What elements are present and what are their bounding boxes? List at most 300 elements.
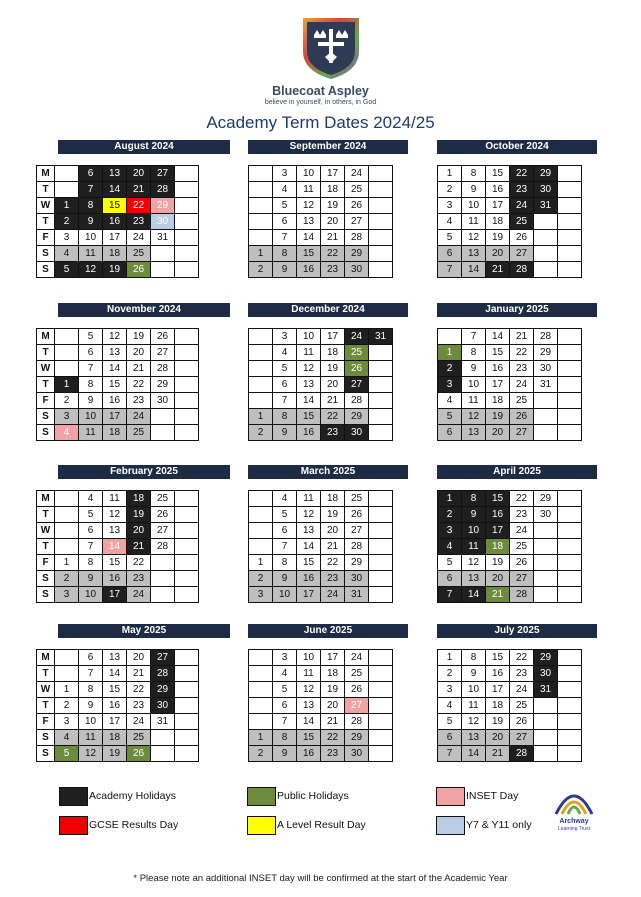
month-title: February 2025: [58, 465, 230, 479]
calendar-day: 22: [127, 682, 151, 698]
legend-y7: Y7 & Y11 only: [466, 819, 532, 831]
calendar-day: 8: [462, 491, 486, 507]
calendar-day: 17: [321, 329, 345, 345]
calendar-day: 25: [127, 425, 151, 441]
calendar-day: 18: [486, 214, 510, 230]
empty-cell: [369, 166, 393, 182]
calendar-day: 2: [438, 361, 462, 377]
calendar-day: 1: [249, 555, 273, 571]
day-label: S: [37, 587, 55, 603]
calendar-day: 3: [55, 587, 79, 603]
calendar-day: 2: [249, 425, 273, 441]
calendar-day: 18: [486, 698, 510, 714]
calendar-day: 23: [510, 182, 534, 198]
day-label: F: [37, 393, 55, 409]
calendar-day: 16: [103, 698, 127, 714]
calendar-day: 10: [462, 523, 486, 539]
legend-inset: INSET Day: [466, 790, 519, 802]
calendar-day: 12: [297, 507, 321, 523]
calendar-day: 27: [510, 571, 534, 587]
empty-cell: [369, 666, 393, 682]
calendar-day: 20: [321, 698, 345, 714]
calendar-day: 6: [273, 214, 297, 230]
calendar-day: 10: [462, 198, 486, 214]
empty-cell: [249, 523, 273, 539]
month-title: September 2024: [248, 140, 408, 154]
calendar-day: 17: [486, 198, 510, 214]
day-label: W: [37, 682, 55, 698]
empty-cell: [558, 555, 582, 571]
empty-cell: [175, 393, 199, 409]
calendar-day: 19: [486, 714, 510, 730]
empty-cell: [558, 425, 582, 441]
public-holiday-swatch: [247, 787, 276, 806]
empty-cell: [558, 650, 582, 666]
calendar-day: 24: [127, 587, 151, 603]
calendar-day: 7: [273, 714, 297, 730]
calendar-day: 16: [103, 571, 127, 587]
empty-cell: [175, 230, 199, 246]
calendar-day: 9: [79, 698, 103, 714]
calendar-day: 1: [438, 166, 462, 182]
calendar-day: 13: [103, 650, 127, 666]
calendar-day: 3: [55, 230, 79, 246]
empty-cell: [534, 730, 558, 746]
calendar-day: 23: [321, 571, 345, 587]
calendar-day: 30: [534, 182, 558, 198]
calendar-day: 19: [321, 682, 345, 698]
calendar-day: 8: [79, 682, 103, 698]
calendar-day: 22: [321, 246, 345, 262]
calendar-day: 6: [438, 571, 462, 587]
calendar-day: 18: [127, 491, 151, 507]
calendar-day: 26: [345, 682, 369, 698]
calendar-day: 23: [127, 698, 151, 714]
empty-cell: [175, 182, 199, 198]
calendar-day: 30: [534, 507, 558, 523]
calendar-day: 26: [510, 409, 534, 425]
inset-swatch: [436, 787, 465, 806]
calendar-day: 5: [438, 409, 462, 425]
day-label: S: [37, 571, 55, 587]
calendar-day: 10: [297, 650, 321, 666]
calendar-day: 4: [438, 539, 462, 555]
calendar-day: 17: [103, 409, 127, 425]
calendar-day: 7: [438, 746, 462, 762]
empty-cell: [249, 377, 273, 393]
calendar-day: 21: [510, 329, 534, 345]
month-grid: [36, 649, 199, 762]
calendar-day: 10: [79, 714, 103, 730]
calendar-day: 15: [297, 246, 321, 262]
empty-cell: [151, 262, 175, 278]
empty-cell: [249, 650, 273, 666]
calendar-day: 23: [127, 214, 151, 230]
empty-cell: [558, 682, 582, 698]
calendar-day: 25: [345, 666, 369, 682]
calendar-day: 11: [462, 214, 486, 230]
calendar-day: 31: [151, 230, 175, 246]
calendar-day: 29: [151, 198, 175, 214]
calendar-day: 21: [321, 230, 345, 246]
calendar-day: 29: [345, 246, 369, 262]
empty-cell: [369, 682, 393, 698]
day-label: T: [37, 507, 55, 523]
calendar-day: 10: [297, 166, 321, 182]
calendar-day: 5: [55, 262, 79, 278]
day-label: F: [37, 230, 55, 246]
empty-cell: [534, 698, 558, 714]
calendar-day: 5: [79, 329, 103, 345]
day-label: T: [37, 539, 55, 555]
empty-cell: [369, 198, 393, 214]
calendar-day: 20: [486, 425, 510, 441]
calendar-day: 13: [462, 571, 486, 587]
empty-cell: [55, 491, 79, 507]
calendar-day: 6: [79, 650, 103, 666]
calendar-day: 27: [510, 425, 534, 441]
month-title: March 2025: [248, 465, 408, 479]
month-grid: [437, 165, 582, 278]
calendar-day: 27: [151, 345, 175, 361]
calendar-day: 10: [297, 329, 321, 345]
day-label: S: [37, 746, 55, 762]
calendar-day: 28: [510, 262, 534, 278]
month-title: October 2024: [437, 140, 597, 154]
calendar-day: 11: [79, 730, 103, 746]
calendar-day: 18: [321, 345, 345, 361]
calendar-day: 13: [297, 523, 321, 539]
calendar-day: 14: [297, 230, 321, 246]
empty-cell: [175, 698, 199, 714]
month-grid: [248, 490, 393, 603]
calendar-day: 12: [297, 361, 321, 377]
calendar-day: 17: [103, 714, 127, 730]
empty-cell: [249, 666, 273, 682]
month-title: January 2025: [437, 303, 597, 317]
calendar-day: 20: [486, 246, 510, 262]
empty-cell: [175, 246, 199, 262]
calendar-day: 14: [103, 361, 127, 377]
holiday-swatch: [59, 787, 88, 806]
calendar-day: 29: [345, 730, 369, 746]
calendar-day: 11: [462, 539, 486, 555]
calendar-day: 4: [438, 698, 462, 714]
calendar-day: 14: [103, 539, 127, 555]
empty-cell: [369, 377, 393, 393]
calendar-day: 13: [297, 698, 321, 714]
empty-cell: [151, 587, 175, 603]
calendar-day: 25: [345, 491, 369, 507]
calendar-day: 1: [438, 650, 462, 666]
calendar-day: 16: [486, 666, 510, 682]
calendar-day: 8: [462, 166, 486, 182]
calendar-day: 18: [321, 491, 345, 507]
y7-y11-swatch: [436, 816, 465, 835]
empty-cell: [558, 714, 582, 730]
empty-cell: [369, 361, 393, 377]
empty-cell: [175, 555, 199, 571]
empty-cell: [55, 329, 79, 345]
empty-cell: [175, 166, 199, 182]
calendar-day: 28: [151, 539, 175, 555]
empty-cell: [369, 587, 393, 603]
empty-cell: [369, 555, 393, 571]
calendar-day: 4: [55, 246, 79, 262]
calendar-day: 23: [127, 393, 151, 409]
calendar-day: 5: [438, 555, 462, 571]
calendar-day: 31: [369, 329, 393, 345]
month-grid: [36, 165, 199, 278]
day-label: W: [37, 361, 55, 377]
calendar-day: 6: [438, 730, 462, 746]
empty-cell: [175, 682, 199, 698]
calendar-day: 21: [127, 361, 151, 377]
archway-trust-logo-icon: [552, 784, 596, 832]
calendar-day: 12: [462, 409, 486, 425]
calendar-day: 10: [273, 587, 297, 603]
calendar-day: 20: [127, 650, 151, 666]
calendar-day: 16: [486, 182, 510, 198]
calendar-day: 10: [79, 230, 103, 246]
calendar-day: 24: [127, 409, 151, 425]
page-title: Academy Term Dates 2024/25: [206, 113, 435, 132]
month-title: April 2025: [437, 465, 597, 479]
calendar-day: 9: [79, 571, 103, 587]
day-label: M: [37, 329, 55, 345]
calendar-day: 27: [345, 698, 369, 714]
calendar-day: 14: [297, 539, 321, 555]
calendar-day: 12: [462, 714, 486, 730]
calendar-day: 20: [127, 345, 151, 361]
empty-cell: [534, 262, 558, 278]
day-label: W: [37, 523, 55, 539]
calendar-day: 21: [127, 182, 151, 198]
calendar-day: 22: [321, 555, 345, 571]
empty-cell: [249, 230, 273, 246]
calendar-day: 9: [273, 425, 297, 441]
month-grid: [437, 328, 582, 441]
day-label: M: [37, 166, 55, 182]
empty-cell: [369, 507, 393, 523]
month-grid: [437, 649, 582, 762]
calendar-day: 11: [103, 491, 127, 507]
empty-cell: [175, 746, 199, 762]
calendar-day: 12: [462, 555, 486, 571]
calendar-day: 14: [462, 746, 486, 762]
calendar-day: 4: [55, 730, 79, 746]
legend: [0, 780, 641, 850]
empty-cell: [369, 746, 393, 762]
calendar-day: 28: [151, 182, 175, 198]
calendar-day: 22: [127, 555, 151, 571]
calendar-day: 10: [462, 682, 486, 698]
calendar-day: 14: [297, 393, 321, 409]
calendar-day: 1: [55, 682, 79, 698]
empty-cell: [55, 361, 79, 377]
calendar-day: 4: [79, 491, 103, 507]
calendar-day: 22: [510, 491, 534, 507]
calendar-day: 21: [321, 714, 345, 730]
empty-cell: [534, 587, 558, 603]
empty-cell: [55, 345, 79, 361]
calendar-day: 8: [79, 555, 103, 571]
calendar-day: 19: [103, 262, 127, 278]
calendar-day: 23: [510, 507, 534, 523]
calendar-day: 17: [321, 650, 345, 666]
empty-cell: [534, 425, 558, 441]
empty-cell: [175, 214, 199, 230]
empty-cell: [175, 409, 199, 425]
calendar-day: 30: [345, 425, 369, 441]
calendar-day: 14: [486, 329, 510, 345]
empty-cell: [534, 409, 558, 425]
month-title: December 2024: [248, 303, 408, 317]
calendar-day: 20: [486, 730, 510, 746]
calendar-day: 4: [273, 491, 297, 507]
empty-cell: [558, 730, 582, 746]
month-grid: [36, 490, 199, 603]
calendar-day: 18: [103, 425, 127, 441]
calendar-day: 22: [510, 166, 534, 182]
calendar-day: 15: [103, 377, 127, 393]
calendar-day: 6: [438, 425, 462, 441]
calendar-day: 30: [345, 746, 369, 762]
calendar-day: 11: [79, 246, 103, 262]
calendar-day: 18: [103, 730, 127, 746]
calendar-day: 30: [151, 698, 175, 714]
empty-cell: [369, 409, 393, 425]
calendar-day: 26: [127, 746, 151, 762]
empty-cell: [249, 491, 273, 507]
calendar-day: 10: [79, 409, 103, 425]
calendar-day: 12: [297, 682, 321, 698]
calendar-day: 17: [321, 166, 345, 182]
calendar-day: 6: [79, 523, 103, 539]
empty-cell: [151, 555, 175, 571]
calendar-day: 13: [297, 214, 321, 230]
calendar-day: 11: [462, 698, 486, 714]
calendar-day: 12: [103, 507, 127, 523]
empty-cell: [249, 507, 273, 523]
empty-cell: [558, 361, 582, 377]
calendar-day: 17: [103, 587, 127, 603]
calendar-day: 14: [462, 262, 486, 278]
calendar-day: 24: [510, 682, 534, 698]
calendar-day: 31: [151, 714, 175, 730]
calendar-day: 23: [510, 666, 534, 682]
calendar-day: 29: [345, 409, 369, 425]
calendar-day: 5: [438, 714, 462, 730]
calendar-day: 16: [297, 425, 321, 441]
calendar-day: 9: [462, 507, 486, 523]
day-label: T: [37, 182, 55, 198]
empty-cell: [558, 262, 582, 278]
empty-cell: [175, 425, 199, 441]
empty-cell: [369, 214, 393, 230]
calendar-day: 7: [273, 539, 297, 555]
empty-cell: [249, 361, 273, 377]
calendar-day: 4: [273, 345, 297, 361]
calendar-day: 8: [462, 345, 486, 361]
month-title: November 2024: [58, 303, 230, 317]
calendar-day: 3: [438, 198, 462, 214]
empty-cell: [558, 523, 582, 539]
calendar-day: 2: [249, 746, 273, 762]
calendar-day: 26: [510, 714, 534, 730]
empty-cell: [175, 523, 199, 539]
empty-cell: [558, 345, 582, 361]
calendar-day: 31: [345, 587, 369, 603]
empty-cell: [534, 214, 558, 230]
calendar-day: 22: [127, 377, 151, 393]
calendar-day: 12: [103, 329, 127, 345]
calendar-day: 26: [510, 230, 534, 246]
calendar-day: 28: [345, 714, 369, 730]
empty-cell: [369, 246, 393, 262]
calendar-day: 6: [273, 523, 297, 539]
calendar-day: 15: [297, 730, 321, 746]
calendar-day: 16: [486, 361, 510, 377]
empty-cell: [175, 198, 199, 214]
empty-cell: [369, 650, 393, 666]
calendar-day: 18: [486, 393, 510, 409]
calendar-day: 8: [79, 198, 103, 214]
calendar-day: 28: [345, 230, 369, 246]
empty-cell: [438, 329, 462, 345]
calendar-day: 29: [534, 166, 558, 182]
empty-cell: [151, 425, 175, 441]
calendar-day: 20: [486, 571, 510, 587]
calendar-day: 16: [103, 214, 127, 230]
calendar-day: 12: [297, 198, 321, 214]
calendar-day: 14: [103, 666, 127, 682]
calendar-day: 21: [486, 746, 510, 762]
empty-cell: [369, 425, 393, 441]
empty-cell: [558, 214, 582, 230]
calendar-day: 11: [297, 491, 321, 507]
day-label: F: [37, 555, 55, 571]
calendar-day: 20: [127, 166, 151, 182]
empty-cell: [151, 409, 175, 425]
calendar-day: 17: [103, 230, 127, 246]
calendar-day: 27: [151, 650, 175, 666]
empty-cell: [558, 539, 582, 555]
day-label: F: [37, 714, 55, 730]
calendar-day: 27: [510, 730, 534, 746]
calendar-day: 9: [462, 666, 486, 682]
calendar-day: 9: [462, 182, 486, 198]
calendar-day: 28: [151, 666, 175, 682]
empty-cell: [369, 393, 393, 409]
calendar-day: 9: [273, 571, 297, 587]
calendar-day: 15: [103, 682, 127, 698]
empty-cell: [558, 409, 582, 425]
gcse-swatch: [59, 816, 88, 835]
calendar-day: 28: [151, 361, 175, 377]
legend-holidays: Academy Holidays: [89, 790, 176, 802]
calendar-day: 3: [55, 409, 79, 425]
calendar-day: 15: [486, 166, 510, 182]
calendar-day: 20: [321, 377, 345, 393]
calendar-day: 10: [462, 377, 486, 393]
calendar-day: 17: [486, 523, 510, 539]
calendar-day: 29: [534, 650, 558, 666]
calendar-day: 28: [510, 587, 534, 603]
day-label: M: [37, 650, 55, 666]
calendar-day: 28: [345, 393, 369, 409]
calendar-day: 10: [79, 587, 103, 603]
